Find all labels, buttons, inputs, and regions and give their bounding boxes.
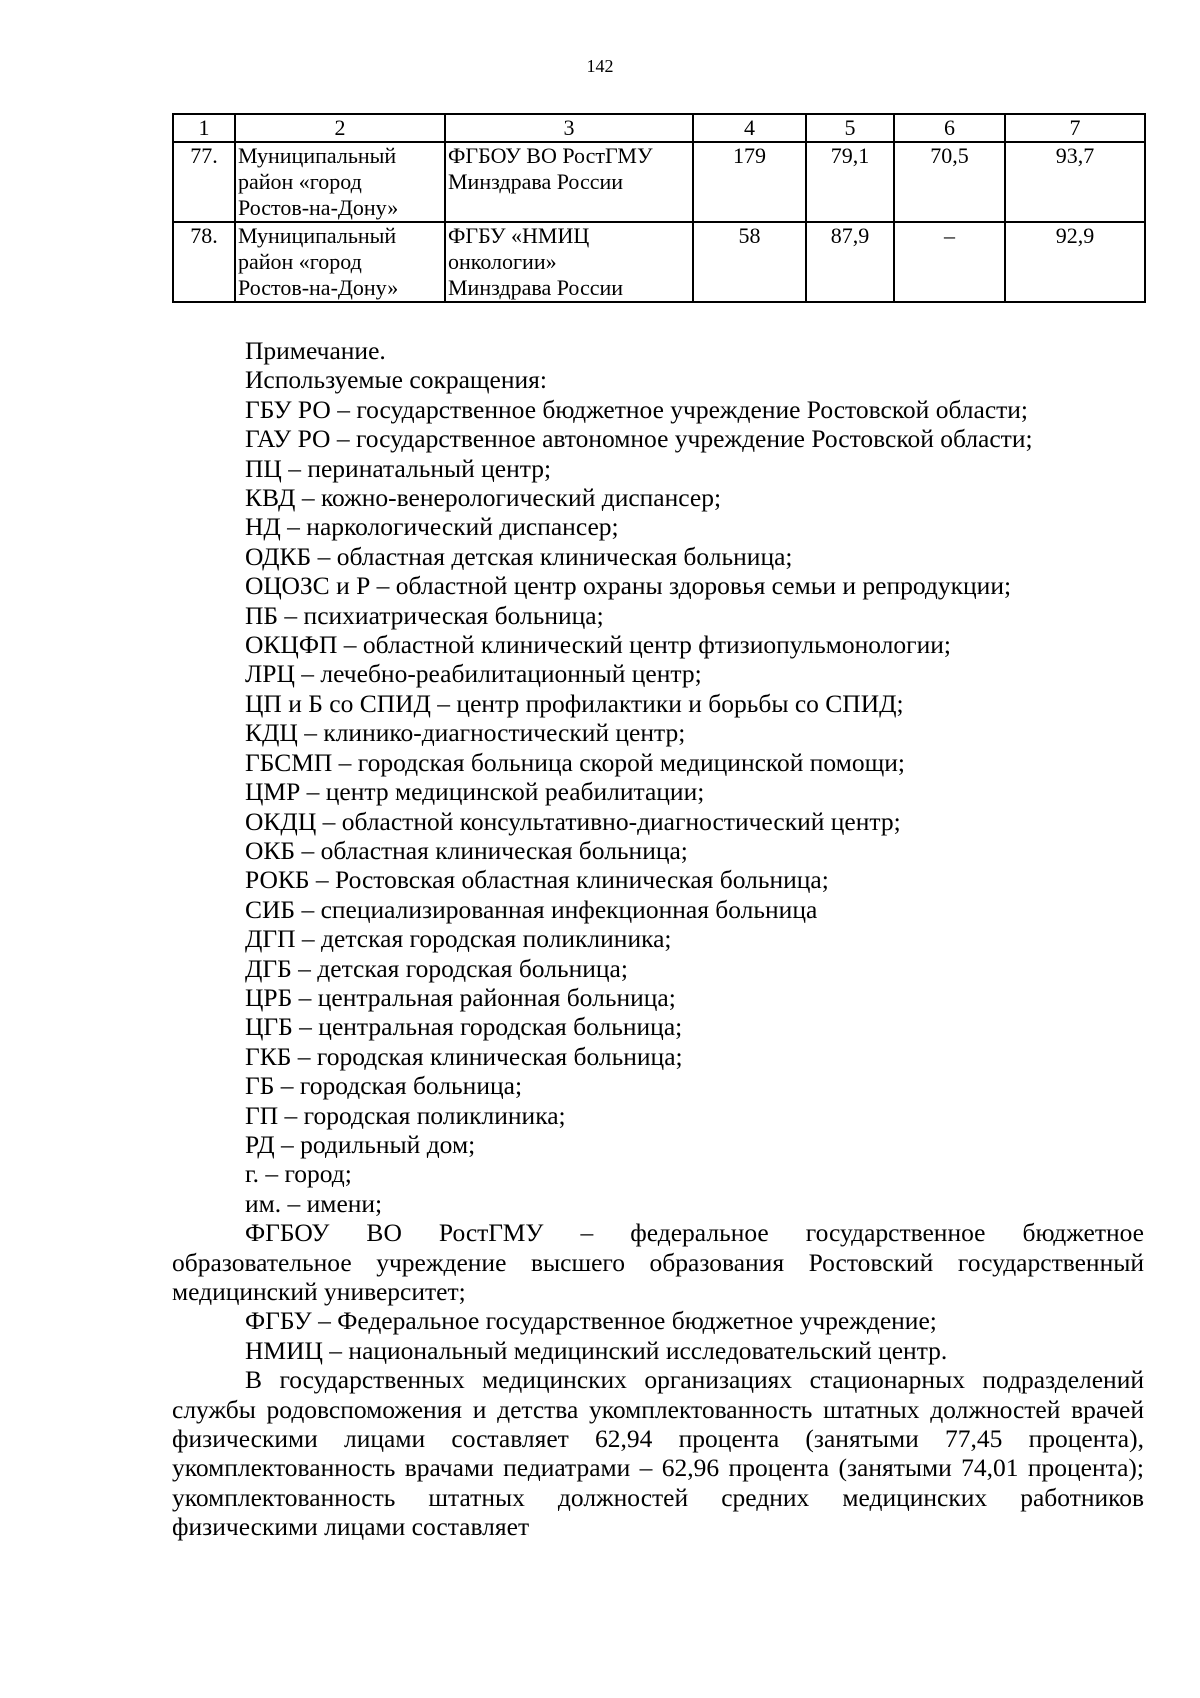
abbreviations-list — [172, 395, 1144, 1218]
organization-line: Минздрава России — [448, 275, 624, 300]
organization-line: онкологии» — [448, 249, 557, 274]
municipality-line: район «город — [238, 249, 362, 274]
table-row — [173, 222, 1145, 302]
page-number: 142 — [586, 56, 614, 76]
note-section — [172, 336, 1144, 1542]
data-table — [172, 113, 1146, 303]
organization-line: Минздрава России — [448, 169, 624, 194]
value-cell: 70,5 — [894, 142, 1005, 222]
value-cell: 92,9 — [1005, 222, 1145, 302]
abbreviation-item: ОКДЦ – областной консультативно-диагностический центр; — [245, 806, 901, 836]
row-number: 77. — [173, 142, 235, 222]
body-paragraph: В государственных медицинских организациях стационарных подразделений службы родовспоможения и детства укомплектованность штатных должностей врачей физическими лицами составляет 62,94 процента (занятыми 77,45 процента), укомплектованность врачами педиатрами – 62,96 процента (занятыми 74,01 процента); укомплектованность штатных должностей средних медицинских работников физическими лицами составляет — [172, 1365, 1144, 1542]
header-cell: 4 — [693, 114, 806, 142]
value-cell: – — [894, 222, 1005, 302]
abbreviation-item: ЦМР – центр медицинской реабилитации; — [245, 777, 705, 807]
municipality-cell — [235, 142, 445, 222]
abbreviation-item: ГБУ РО – государственное бюджетное учреждение Ростовской области; — [245, 394, 1029, 424]
abbreviation-item: ЛРЦ – лечебно-реабилитационный центр; — [245, 659, 702, 689]
value-cell: 87,9 — [806, 222, 894, 302]
abbreviation-item: ГБСМП – городская больница скорой медицинской помощи; — [245, 747, 905, 777]
value-cell: 179 — [693, 142, 806, 222]
abbreviation-item: СИБ – специализированная инфекционная больница — [245, 894, 818, 924]
municipality-cell — [235, 222, 445, 302]
organization-cell — [445, 142, 693, 222]
abbreviation-item: ДГБ – детская городская больница; — [245, 953, 628, 983]
municipality-line: район «город — [238, 169, 362, 194]
abbreviation-item: ПБ – психиатрическая больница; — [245, 600, 604, 630]
abbreviations-title: Используемые сокращения: — [245, 365, 547, 395]
abbreviation-item: ГКБ – городская клиническая больница; — [245, 1041, 683, 1071]
abbreviation-item: ПЦ – перинатальный центр; — [245, 453, 552, 483]
organization-cell — [445, 222, 693, 302]
table-header-row — [173, 114, 1145, 142]
note-title: Примечание. — [245, 336, 386, 365]
abbreviation-item: ЦРБ – центральная районная больница; — [245, 982, 676, 1012]
header-cell: 6 — [894, 114, 1005, 142]
abbreviation-item: ОКЦФП – областной клинический центр фтизиопульмонологии; — [245, 630, 951, 660]
row-number: 78. — [173, 222, 235, 302]
organization-line: ФГБОУ ВО РостГМУ — [448, 143, 653, 168]
value-cell: 58 — [693, 222, 806, 302]
table-row — [173, 142, 1145, 222]
header-cell: 5 — [806, 114, 894, 142]
abbreviation-item: ГАУ РО – государственное автономное учреждение Ростовской области; — [245, 424, 1033, 454]
value-cell: 93,7 — [1005, 142, 1145, 222]
abbreviation-item: г. – город; — [245, 1159, 352, 1189]
abbreviation-item: ЦП и Б со СПИД – центр профилактики и борьбы со СПИД; — [245, 688, 904, 718]
fgbu-line: ФГБУ – Федеральное государственное бюджетное учреждение; — [245, 1306, 937, 1336]
abbreviation-item: ДГП – детская городская поликлиника; — [245, 924, 672, 954]
value-cell: 79,1 — [806, 142, 894, 222]
abbreviation-item: РОКБ – Ростовская областная клиническая больница; — [245, 865, 829, 895]
abbreviation-item: РД – родильный дом; — [245, 1129, 476, 1159]
abbreviation-item: ГП – городская поликлиника; — [245, 1100, 566, 1130]
municipality-line: Муниципальный — [238, 143, 397, 168]
abbreviation-item: ГБ – городская больница; — [245, 1071, 523, 1101]
municipality-line: Ростов-на-Дону» — [238, 275, 399, 300]
header-cell: 2 — [235, 114, 445, 142]
municipality-line: Муниципальный — [238, 223, 397, 248]
header-cell: 7 — [1005, 114, 1145, 142]
abbreviation-item: КВД – кожно-венерологический диспансер; — [245, 483, 722, 513]
abbreviation-item: им. – имени; — [245, 1188, 383, 1218]
header-cell: 3 — [445, 114, 693, 142]
abbreviation-item: ОКБ – областная клиническая больница; — [245, 835, 688, 865]
abbreviation-item: ЦГБ – центральная городская больница; — [245, 1012, 683, 1042]
organization-line: ФГБУ «НМИЦ — [448, 223, 590, 248]
fgbou-paragraph: ФГБОУ ВО РостГМУ – федеральное государственное бюджетное образовательное учреждение высшего образования Ростовский государственный медицинский университет; — [172, 1218, 1144, 1306]
abbreviation-item: НД – наркологический диспансер; — [245, 512, 619, 542]
nmic-line: НМИЦ – национальный медицинский исследовательский центр. — [245, 1335, 948, 1365]
abbreviation-item: ОЦОЗС и Р – областной центр охраны здоровья семьи и репродукции; — [245, 571, 1012, 601]
municipality-line: Ростов-на-Дону» — [238, 195, 399, 220]
abbreviation-item: ОДКБ – областная детская клиническая больница; — [245, 541, 793, 571]
header-cell: 1 — [173, 114, 235, 142]
abbreviation-item: КДЦ – клинико-диагностический центр; — [245, 718, 686, 748]
